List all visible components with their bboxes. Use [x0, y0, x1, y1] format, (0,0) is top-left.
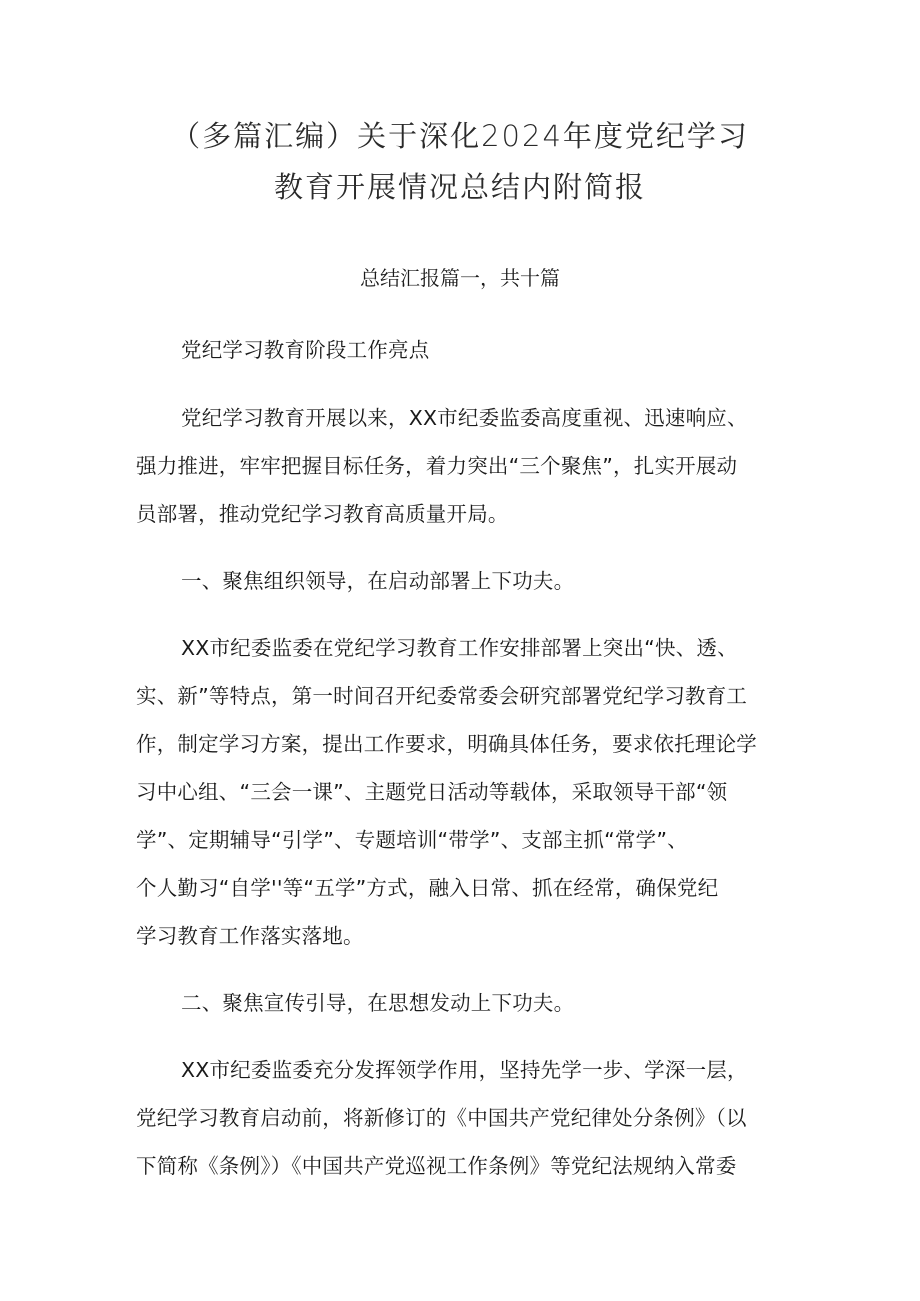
section-heading: 党纪学习教育阶段工作亮点: [181, 338, 430, 362]
paragraph-line: XX市纪委监委充分发挥领学作用，坚持先学一步、学深一层，: [181, 1058, 748, 1082]
paragraph-line: 员部署，推动党纪学习教育高质量开局。: [136, 502, 509, 526]
paragraph-line: 学习教育工作落实落地。: [136, 924, 364, 948]
paragraph-line: 作，制定学习方案，提出工作要求，明确具体任务，要求依托理论学: [136, 732, 757, 756]
paragraph-line: 习中心组、“三会一课”、主题党日活动等载体，采取领导干部“领: [136, 780, 728, 804]
document-title-line-1: （多篇汇编）关于深化2024年度党纪学习: [171, 119, 749, 153]
paragraph-line: 下简称《条例》）《中国共产党巡视工作条例》等党纪法规纳入常委: [136, 1154, 737, 1178]
document-title-line-2: 教育开展情况总结内附简报: [273, 170, 646, 204]
document-subtitle: 总结汇报篇一，共十篇: [360, 266, 560, 290]
paragraph-line: 学”、定期辅导“引学”、专题培训“带学”、支部主抓“常学”、: [136, 828, 688, 852]
paragraph-line: 党纪学习教育开展以来，XX市纪委监委高度重视、迅速响应、: [181, 406, 748, 430]
numbered-heading-1: 一、聚焦组织领导，在启动部署上下功夫。: [181, 569, 575, 593]
paragraph-line: 党纪学习教育启动前，将新修订的《中国共产党纪律处分条例》（以: [136, 1106, 747, 1130]
paragraph-line: 个人勤习“自学''等“五学”方式，融入日常、抓在经常，确保党纪: [136, 876, 719, 900]
paragraph-line: XX市纪委监委在党纪学习教育工作安排部署上突出“快、透、: [181, 636, 738, 660]
paragraph-line: 实、新”等特点，第一时间召开纪委常委会研究部署党纪学习教育工: [136, 684, 748, 708]
numbered-heading-2: 二、聚焦宣传引导，在思想发动上下功夫。: [181, 991, 575, 1015]
paragraph-line: 强力推进，牢牢把握目标任务，着力突出“三个聚焦”，扎实开展动: [136, 454, 738, 478]
